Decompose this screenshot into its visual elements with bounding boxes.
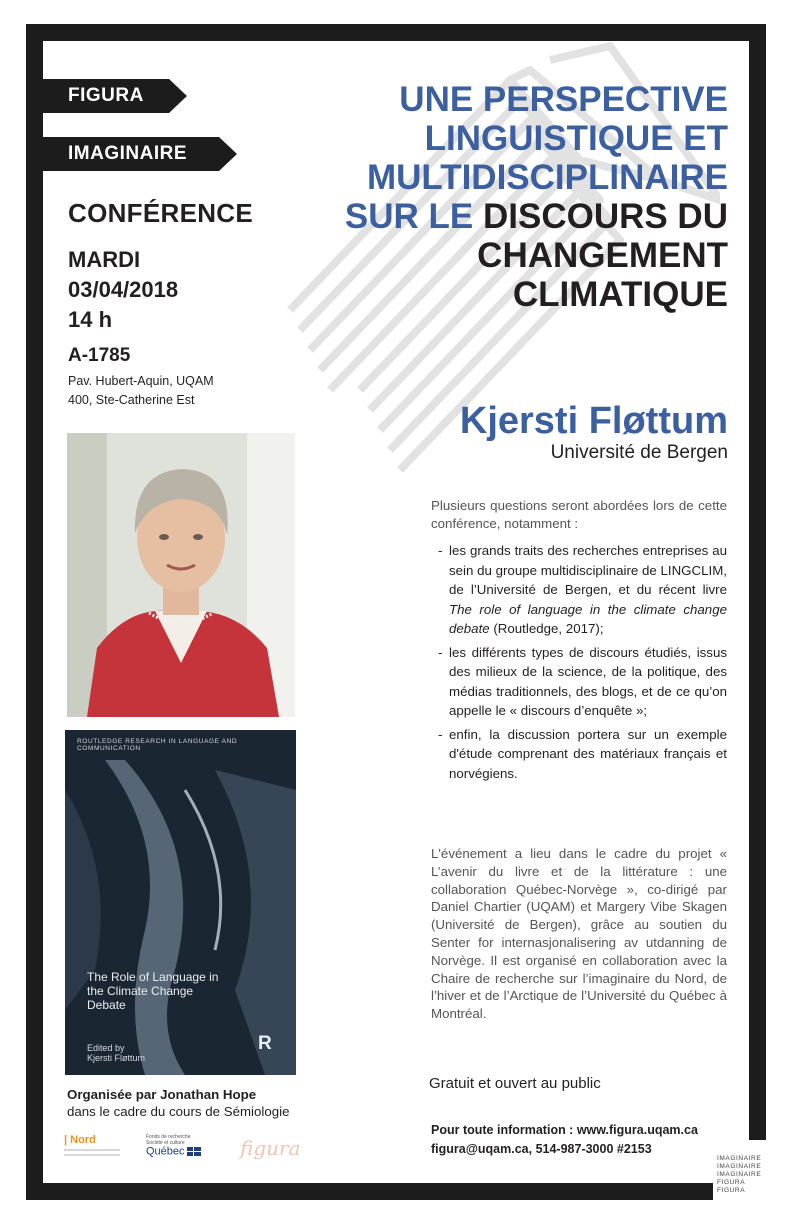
bullet-text: les différents types de discours étudiés, issus des milieux de la science, de la politique, des médias traditionnels, des blogs, et de ce qu’on appelle le « discours d’enquête »; xyxy=(449,644,727,718)
speaker-affiliation: Université de Bergen xyxy=(550,442,728,463)
list-item xyxy=(431,725,727,784)
speaker-photo xyxy=(67,433,295,717)
corner-line: FIGURA xyxy=(717,1179,746,1186)
title-line: CLIMATIQUE xyxy=(512,275,728,314)
figura-logo: figura xyxy=(240,1136,301,1160)
book-cover xyxy=(65,730,296,1075)
event-building: Pav. Hubert-Aquin, UQAM xyxy=(68,374,214,388)
event-date: 03/04/2018 xyxy=(68,277,179,302)
free-admission: Gratuit et ouvert au public xyxy=(429,1075,601,1092)
chaire-nord-logo xyxy=(64,1134,134,1156)
description-bullets xyxy=(431,541,727,787)
chaire-nord-logo-text: | Nord xyxy=(64,1134,96,1146)
list-item xyxy=(431,541,727,639)
speaker-name: Kjersti Fløttum xyxy=(459,400,728,442)
title-line xyxy=(258,197,728,236)
book-editor-name: Kjersti Fløttum xyxy=(87,1053,146,1063)
title-line: CHANGEMENT xyxy=(477,236,728,275)
book-series: ROUTLEDGE RESEARCH IN LANGUAGE AND COMMUNICATION xyxy=(77,738,238,752)
contact-info xyxy=(431,1121,698,1159)
event-day: MARDI xyxy=(68,247,141,272)
event-datetime xyxy=(68,245,178,335)
poster-title xyxy=(258,80,728,314)
organizer-line xyxy=(67,1086,290,1103)
book-title-line: The Role of Language in xyxy=(87,970,219,984)
corner-line: FIGURA xyxy=(717,1187,746,1194)
corner-line: IMAGINAIRE xyxy=(717,1155,762,1162)
title-line-blue-part: SUR LE xyxy=(344,197,474,236)
description-intro: Plusieurs questions seront abordées lors de cette conférence, notamment : xyxy=(431,498,727,531)
frq-line: Fonds de recherche xyxy=(146,1134,191,1140)
partner-logos xyxy=(64,1134,314,1174)
title-line: LINGUISTIQUE ET xyxy=(424,119,728,158)
routledge-logo-icon: R xyxy=(258,1033,272,1054)
logo-line xyxy=(64,1154,120,1156)
frq-quebec-label: Québec xyxy=(146,1145,185,1158)
book-title-italic: The role of language in the climate change debate xyxy=(449,601,727,636)
tag-figura xyxy=(43,79,169,113)
title-line: MULTIDISCIPLINAIRE xyxy=(366,158,728,197)
book-editor xyxy=(87,1043,145,1063)
bullet-text: enfin, la discussion portera sur un exemple d'étude comprenant des matériaux français et norvégiens. xyxy=(449,726,727,781)
bullet-dash: - xyxy=(438,543,443,558)
contact-website: Pour toute information : www.figura.uqam.ca xyxy=(431,1123,698,1137)
contact-email-phone: figura@uqam.ca, 514-987-3000 #2153 xyxy=(431,1142,652,1156)
event-type: CONFÉRENCE xyxy=(68,198,254,228)
title-line-dark-part: DISCOURS DU xyxy=(482,197,728,236)
description-paragraph: L'événement a lieu dans le cadre du projet « L’avenir du livre et de la littérature : une collaboration Québec-Norvège », co-dirigé par Daniel Chartier (UQAM) et Margery Vibe Skagen (Université de Bergen), grâce au soutien du Senter for internasjonalisering av utdanning de Norvège. Il est organisé en collaboration avec la Chaire de recherche sur l’imaginaire du Nord, de l’hiver et de l’Arctique de l’Université du Québec à Montréal. xyxy=(431,846,727,1022)
bullet-dash: - xyxy=(438,644,443,660)
list-item xyxy=(431,643,727,721)
quebec-flag-icon xyxy=(187,1147,201,1156)
corner-line: IMAGINAIRE xyxy=(717,1171,762,1178)
organizer-name: Jonathan Hope xyxy=(160,1087,257,1102)
frq-quebec xyxy=(146,1147,226,1156)
title-line: UNE PERSPECTIVE xyxy=(399,80,728,119)
book-title xyxy=(87,970,227,1012)
organizer-prefix: Organisée par xyxy=(67,1087,157,1102)
imaginaire-figura-mark xyxy=(713,1140,767,1204)
book-title-line: the Climate Change xyxy=(87,984,194,998)
organizer xyxy=(67,1086,290,1120)
corner-line: IMAGINAIRE xyxy=(717,1163,762,1170)
tag-imaginaire-label: IMAGINAIRE xyxy=(68,143,187,164)
organizer-context: dans le cadre du cours de Sémiologie xyxy=(67,1104,290,1119)
book-edited-by: Edited by xyxy=(87,1043,125,1053)
bullet-text: les grands traits des recherches entreprises au sein du groupe multidisciplinaire de LINGCLIM, de l’Université de Bergen, et du récent livre xyxy=(449,543,727,597)
event-address xyxy=(68,372,214,410)
event-room: A-1785 xyxy=(68,345,131,366)
logo-line xyxy=(64,1149,120,1151)
tag-figura-label: FIGURA xyxy=(68,85,144,106)
bullet-dash: - xyxy=(438,726,443,742)
event-time: 14 h xyxy=(68,307,113,332)
tag-imaginaire xyxy=(43,137,219,171)
bullet-text: (Routledge, 2017); xyxy=(489,621,604,636)
frq-line: Société et culture xyxy=(146,1140,185,1146)
frq-logo xyxy=(146,1134,226,1156)
event-street: 400, Ste-Catherine Est xyxy=(68,393,195,407)
book-title-line: Debate xyxy=(87,998,126,1012)
